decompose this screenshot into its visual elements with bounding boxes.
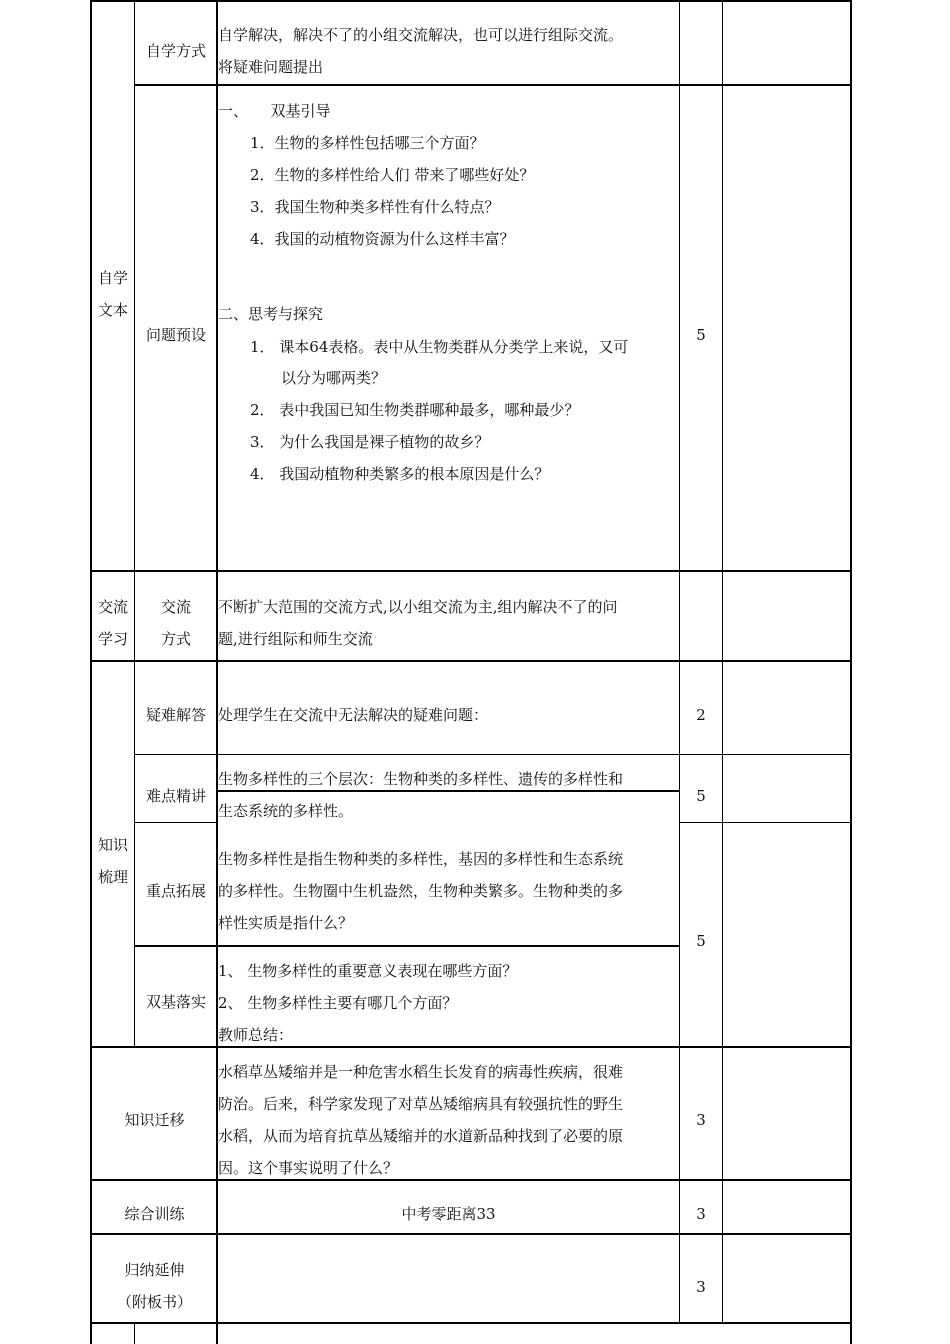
part2-heading: 二、思考与探究 — [218, 305, 324, 323]
exchange-label-line1: 交流 — [97, 598, 128, 616]
key-basic-minutes: 5 — [696, 932, 706, 950]
grid-line — [90, 0, 852, 2]
transfer-text-3: 水稻，从而为培育抗草丛矮缩并的水道新品种找到了必要的原 — [218, 1127, 624, 1145]
part2-item: 1． 课本64表格。表中从生物类群从分类学上来说，又可 — [250, 338, 629, 356]
key-point-text-2: 的多样性。生物圈中生机盎然，生物种类繁多。生物种类的多 — [218, 882, 624, 900]
part1-item: 3．我国生物种类多样性有什么特点？ — [250, 198, 500, 216]
qa-minutes: 2 — [696, 706, 706, 724]
transfer-text-1: 水稻草丛矮缩并是一种危害水稻生长发育的病毒性疾病，很难 — [218, 1063, 624, 1081]
knowledge-label-line1: 知识 — [97, 836, 128, 854]
grid-line — [134, 84, 852, 86]
difficulty-label: 难点精讲 — [145, 787, 206, 805]
key-point-label: 重点拓展 — [145, 882, 206, 900]
exchange-method-line2: 方式 — [160, 630, 191, 648]
question-preset-label: 问题预设 — [145, 326, 206, 344]
part1-item: 2．生物的多样性给人们 带来了哪些好处？ — [250, 166, 535, 184]
summary-label-line1: 归纳延伸 — [124, 1261, 185, 1279]
exchange-method-line1: 交流 — [160, 598, 191, 616]
grid-line — [90, 1233, 852, 1235]
grid-line — [134, 1323, 135, 1344]
grid-line — [90, 1322, 852, 1324]
difficulty-text-1: 生物多样性的三个层次：生物种类的多样性、遗传的多样性和 — [218, 770, 624, 788]
basic-practice-text-3: 教师总结： — [218, 1026, 294, 1044]
part2-item: 2． 表中我国已知生物类群哪种最多，哪种最少？ — [250, 401, 580, 419]
self-study-method-text-2: 将疑难问题提出 — [218, 58, 324, 76]
self-study-label-line1: 自学 — [97, 269, 128, 287]
transfer-text-4: 因。这个事实说明了什么？ — [218, 1159, 399, 1177]
knowledge-label-line2: 梳理 — [97, 868, 128, 886]
grid-line — [90, 1179, 852, 1181]
qa-label: 疑难解答 — [145, 706, 206, 724]
exchange-text-2: 题,进行组际和师生交流 — [218, 630, 373, 648]
grid-line — [90, 1046, 852, 1048]
grid-line — [134, 945, 680, 947]
qa-text: 处理学生在交流中无法解决的疑难问题： — [218, 706, 489, 724]
basic-practice-text-2: 2、 生物多样性主要有哪几个方面？ — [218, 994, 458, 1012]
basic-practice-label: 双基落实 — [145, 993, 206, 1011]
grid-line — [90, 660, 852, 662]
transfer-label: 知识迁移 — [124, 1111, 185, 1129]
difficulty-minutes: 5 — [696, 787, 706, 805]
grid-line — [134, 754, 852, 755]
self-study-method-label: 自学方式 — [145, 42, 206, 60]
training-minutes: 3 — [696, 1205, 706, 1223]
part1-heading: 一、 双基引导 — [218, 102, 331, 120]
self-study-label-line2: 文本 — [97, 301, 128, 319]
training-label: 综合训练 — [124, 1205, 185, 1223]
grid-line — [679, 822, 852, 823]
self-study-minutes: 5 — [696, 326, 706, 344]
part2-item: 4． 我国动植物种类繁多的根本原因是什么？ — [250, 465, 550, 483]
transfer-text-2: 防治。后来，科学家发现了对草丛矮缩病具有较强抗性的野生 — [218, 1095, 624, 1113]
summary-minutes: 3 — [696, 1278, 706, 1296]
self-study-method-text-1: 自学解决，解决不了的小组交流解决，也可以进行组际交流。 — [218, 26, 624, 44]
part1-item: 4．我国的动植物资源为什么这样丰富？ — [250, 230, 515, 248]
summary-label-line2: （附板书） — [116, 1293, 192, 1311]
grid-line — [90, 0, 92, 1344]
key-point-text-3: 样性实质是指什么？ — [218, 914, 354, 932]
part2-item: 3． 为什么我国是裸子植物的故乡？ — [250, 433, 490, 451]
grid-line — [90, 570, 852, 572]
transfer-minutes: 3 — [696, 1111, 706, 1129]
exchange-text-1: 不断扩大范围的交流方式,以小组交流为主,组内解决不了的问 — [218, 598, 618, 616]
part1-item: 1．生物的多样性包括哪三个方面？ — [250, 134, 485, 152]
difficulty-text-2: 生态系统的多样性。 — [218, 802, 354, 820]
grid-line — [850, 0, 852, 1344]
part2-item-continued: 以分为哪两类？ — [281, 369, 387, 387]
exchange-label-line2: 学习 — [97, 630, 128, 648]
grid-line — [134, 822, 216, 823]
training-text: 中考零距离33 — [401, 1205, 496, 1223]
key-point-text-1: 生物多样性是指生物种类的多样性，基因的多样性和生态系统 — [218, 850, 624, 868]
basic-practice-text-1: 1、 生物多样性的重要意义表现在哪些方面？ — [218, 962, 518, 980]
